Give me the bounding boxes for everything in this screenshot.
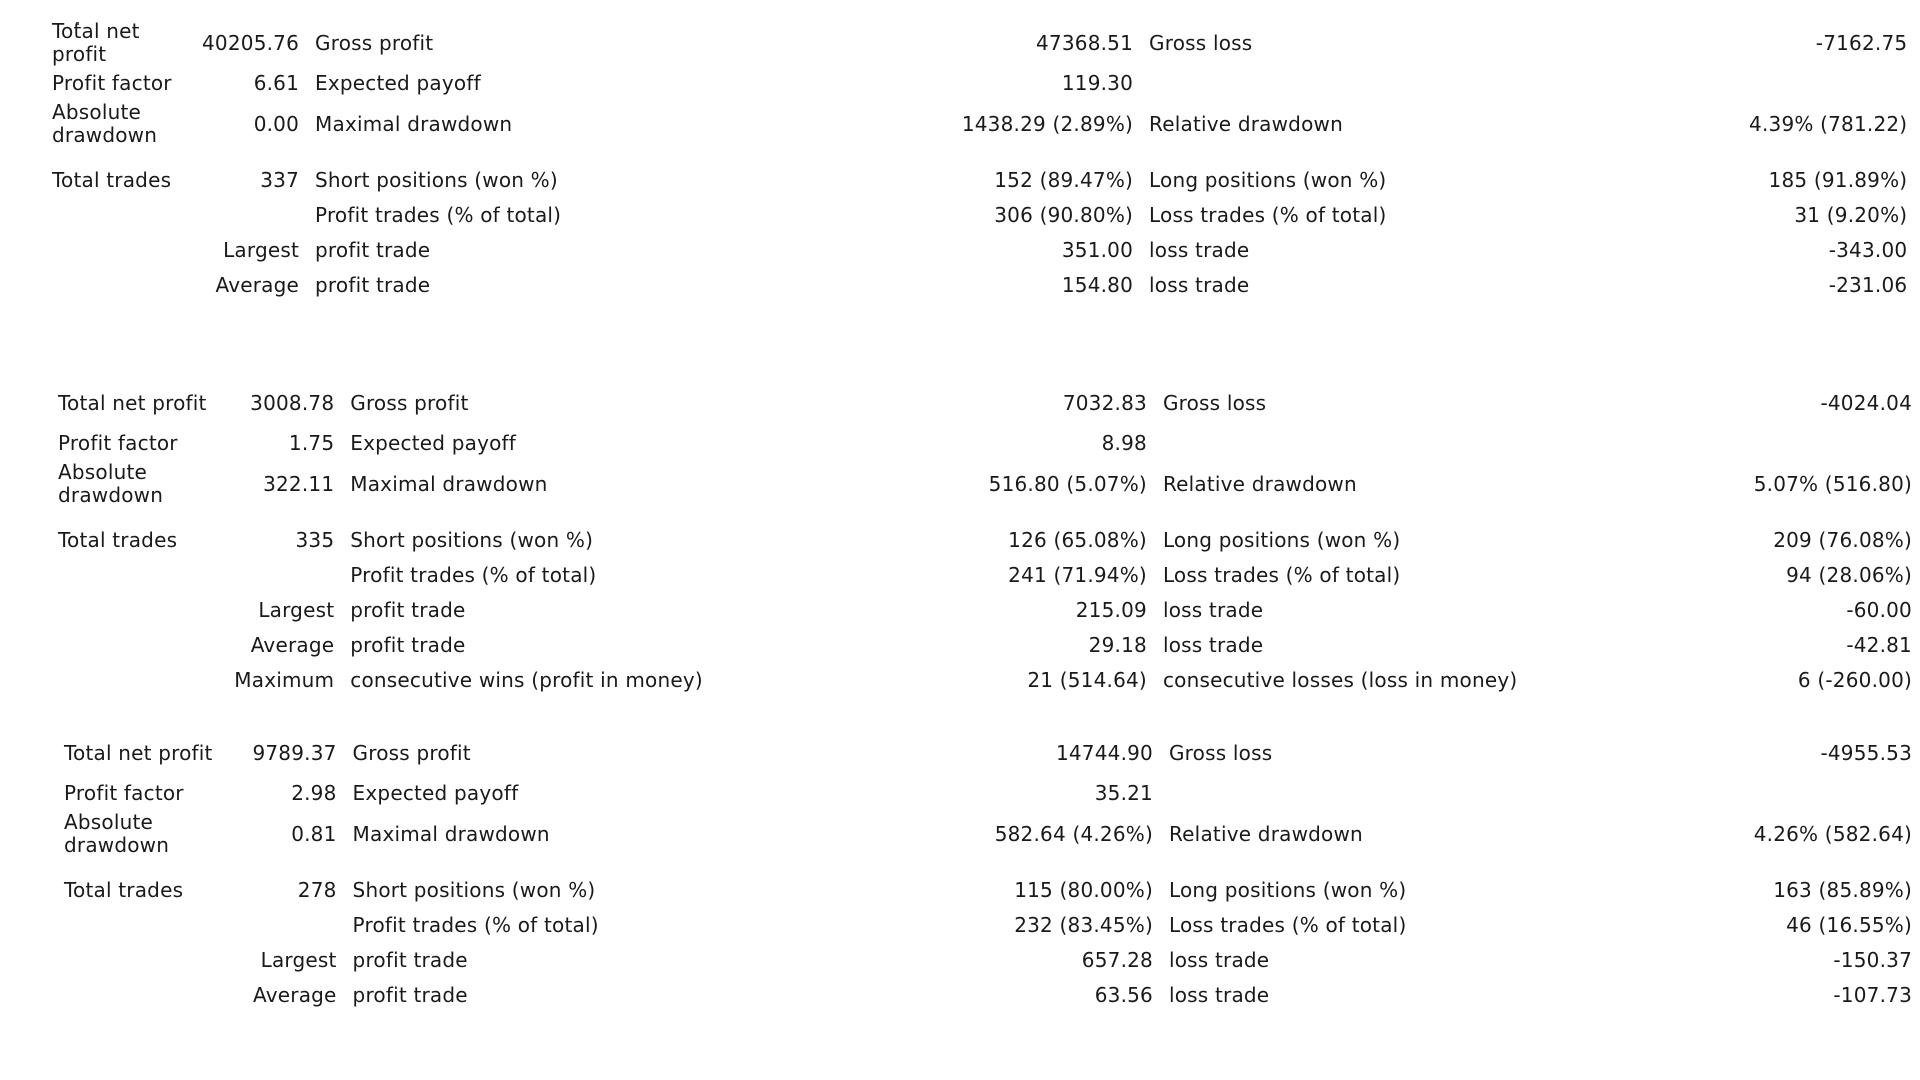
relative-drawdown-label: Relative drawdown <box>1149 111 1343 136</box>
loss-trades-value: 31 (9.20%) <box>1794 203 1908 227</box>
profit-factor-label: Profit factor <box>64 781 184 805</box>
table-row <box>50 426 1920 461</box>
profit-trades-label: Profit trades (% of total) <box>352 913 599 937</box>
max-consecutive-wins-label: consecutive wins (profit in money) <box>350 668 703 692</box>
report-section-1 <box>0 0 1920 348</box>
average-label: Average <box>215 273 300 297</box>
largest-loss-trade-value: -60.00 <box>1846 598 1912 622</box>
largest-profit-trade-value: 657.28 <box>1081 948 1153 972</box>
total-trades-value: 335 <box>295 528 335 552</box>
long-positions-value: 163 (85.89%) <box>1773 878 1912 902</box>
largest-profit-trade-label: profit trade <box>352 948 468 972</box>
maximal-drawdown-value: 1438.29 (2.89%) <box>961 111 1134 136</box>
table-row <box>56 943 1920 978</box>
empty-cell <box>1746 426 1920 461</box>
maximal-drawdown-label: Maximal drawdown <box>315 111 513 136</box>
average-loss-trade-value: -107.73 <box>1833 983 1912 1007</box>
gross-loss-label: Gross loss <box>1168 740 1273 765</box>
absolute-drawdown-value: 0.00 <box>253 111 300 136</box>
table-row <box>50 628 1920 663</box>
expected-payoff-value: 35.21 <box>1094 781 1153 805</box>
row-spacer <box>56 857 1920 873</box>
relative-drawdown-label: Relative drawdown <box>1168 821 1363 846</box>
table-row <box>56 873 1920 908</box>
profit-factor-label: Profit factor <box>52 71 172 95</box>
empty-cell <box>50 628 226 663</box>
expected-payoff-label: Expected payoff <box>350 431 517 455</box>
relative-drawdown-value: 4.39% (781.22) <box>1749 111 1908 136</box>
largest-profit-trade-value: 351.00 <box>1061 238 1134 262</box>
long-positions-value: 185 (91.89%) <box>1768 168 1908 192</box>
largest-profit-trade-label: profit trade <box>350 598 466 622</box>
profit-factor-value: 6.61 <box>253 71 300 95</box>
largest-label: Largest <box>258 598 335 622</box>
relative-drawdown-label: Relative drawdown <box>1162 471 1357 496</box>
profit-trades-label: Profit trades (% of total) <box>350 563 597 587</box>
profit-factor-value: 2.98 <box>291 781 337 805</box>
profit-trades-value: 241 (71.94%) <box>1008 563 1147 587</box>
average-loss-trade-label: loss trade <box>1162 633 1264 657</box>
loss-trades-label: Loss trades (% of total) <box>1168 913 1407 937</box>
maximal-drawdown-value: 516.80 (5.07%) <box>988 471 1147 496</box>
empty-cell <box>1141 66 1741 101</box>
average-loss-trade-value: -231.06 <box>1828 273 1908 297</box>
table-row <box>56 730 1920 776</box>
gross-loss-label: Gross loss <box>1162 390 1267 415</box>
average-loss-trade-label: loss trade <box>1149 273 1250 297</box>
average-label: Average <box>253 983 337 1007</box>
long-positions-label: Long positions (won %) <box>1162 528 1401 552</box>
empty-cell <box>1746 776 1920 811</box>
table-row <box>44 268 1915 303</box>
report-table <box>44 20 1915 303</box>
short-positions-value: 126 (65.08%) <box>1008 528 1147 552</box>
table-row <box>44 233 1915 268</box>
table-row <box>44 20 1915 66</box>
gross-profit-value: 14744.90 <box>1055 740 1153 765</box>
absolute-drawdown-value: 0.81 <box>291 821 337 846</box>
report-section-3 <box>0 730 1920 1080</box>
empty-cell <box>50 663 226 698</box>
largest-label: Largest <box>260 948 337 972</box>
largest-label: Largest <box>223 238 300 262</box>
total-trades-value: 278 <box>297 878 337 902</box>
empty-cell <box>56 978 232 1013</box>
largest-profit-trade-value: 215.09 <box>1075 598 1147 622</box>
average-profit-trade-label: profit trade <box>315 273 431 297</box>
expected-payoff-label: Expected payoff <box>315 71 481 95</box>
largest-loss-trade-value: -343.00 <box>1828 238 1908 262</box>
average-loss-trade-value: -42.81 <box>1846 633 1912 657</box>
maximal-drawdown-label: Maximal drawdown <box>352 821 550 846</box>
largest-loss-trade-value: -150.37 <box>1833 948 1912 972</box>
loss-trades-label: Loss trades (% of total) <box>1162 563 1401 587</box>
loss-trades-label: Loss trades (% of total) <box>1149 203 1387 227</box>
short-positions-value: 152 (89.47%) <box>994 168 1134 192</box>
loss-trades-value: 94 (28.06%) <box>1786 563 1912 587</box>
maximal-drawdown-value: 582.64 (4.26%) <box>994 821 1153 846</box>
short-positions-label: Short positions (won %) <box>350 528 594 552</box>
empty-cell <box>1741 66 1915 101</box>
empty-cell <box>44 233 194 268</box>
max-consecutive-losses-label: consecutive losses (loss in money) <box>1162 668 1518 692</box>
empty-cell <box>56 943 232 978</box>
empty-cell <box>44 268 194 303</box>
table-row <box>44 163 1915 198</box>
table-row <box>50 380 1920 426</box>
long-positions-value: 209 (76.08%) <box>1773 528 1912 552</box>
long-positions-label: Long positions (won %) <box>1149 168 1387 192</box>
absolute-drawdown-value: 322.11 <box>263 471 335 496</box>
largest-loss-trade-label: loss trade <box>1149 238 1250 262</box>
absolute-drawdown-label: Absolute drawdown <box>58 460 164 507</box>
total-trades-label: Total trades <box>64 878 184 902</box>
absolute-drawdown-label: Absolute drawdown <box>64 810 170 857</box>
table-row <box>50 523 1920 558</box>
row-spacer <box>50 507 1920 523</box>
gross-loss-value: -7162.75 <box>1815 30 1908 55</box>
average-profit-trade-value: 154.80 <box>1061 273 1134 297</box>
largest-loss-trade-label: loss trade <box>1168 948 1270 972</box>
total-net-profit-value: 3008.78 <box>250 390 335 415</box>
empty-cell <box>50 593 226 628</box>
total-net-profit-value: 9789.37 <box>252 740 337 765</box>
total-net-profit-label: Total net profit <box>52 19 140 66</box>
profit-factor-label: Profit factor <box>58 431 178 455</box>
table-row <box>56 908 1920 943</box>
average-loss-trade-label: loss trade <box>1168 983 1270 1007</box>
profit-trades-label: Profit trades (% of total) <box>315 203 562 227</box>
empty-cell <box>50 558 226 593</box>
expected-payoff-value: 119.30 <box>1061 71 1134 95</box>
total-net-profit-value: 40205.76 <box>202 30 300 55</box>
table-row <box>44 101 1915 147</box>
empty-cell <box>194 198 307 233</box>
gross-profit-value: 7032.83 <box>1062 390 1147 415</box>
row-spacer <box>44 147 1915 163</box>
profit-factor-value: 1.75 <box>288 431 335 455</box>
short-positions-label: Short positions (won %) <box>352 878 596 902</box>
average-profit-trade-value: 29.18 <box>1088 633 1147 657</box>
gross-profit-label: Gross profit <box>352 740 471 765</box>
average-label: Average <box>250 633 335 657</box>
table-row <box>56 811 1920 857</box>
average-profit-trade-label: profit trade <box>352 983 468 1007</box>
gross-loss-label: Gross loss <box>1149 30 1253 55</box>
short-positions-value: 115 (80.00%) <box>1014 878 1153 902</box>
report-table <box>50 380 1920 698</box>
table-row <box>50 663 1920 698</box>
profit-trades-value: 306 (90.80%) <box>994 203 1134 227</box>
largest-profit-trade-label: profit trade <box>315 238 431 262</box>
gross-profit-label: Gross profit <box>315 30 434 55</box>
total-net-profit-label: Total net profit <box>58 390 207 415</box>
total-net-profit-label: Total net profit <box>64 740 213 765</box>
total-trades-value: 337 <box>260 168 300 192</box>
total-trades-label: Total trades <box>52 168 172 192</box>
loss-trades-value: 46 (16.55%) <box>1786 913 1912 937</box>
table-row <box>50 593 1920 628</box>
total-trades-label: Total trades <box>58 528 178 552</box>
average-profit-trade-label: profit trade <box>350 633 466 657</box>
maximal-drawdown-label: Maximal drawdown <box>350 471 548 496</box>
report-table <box>56 730 1920 1013</box>
max-consecutive-wins-value: 21 (514.64) <box>1027 668 1147 692</box>
table-row <box>50 461 1920 507</box>
empty-cell <box>226 558 342 593</box>
short-positions-label: Short positions (won %) <box>315 168 558 192</box>
relative-drawdown-value: 5.07% (516.80) <box>1753 471 1912 496</box>
table-row <box>50 558 1920 593</box>
gross-loss-value: -4955.53 <box>1820 740 1912 765</box>
empty-cell <box>232 908 344 943</box>
maximum-label: Maximum <box>234 668 335 692</box>
empty-cell <box>1161 776 1746 811</box>
max-consecutive-losses-value: 6 (-260.00) <box>1797 668 1912 692</box>
expected-payoff-label: Expected payoff <box>352 781 519 805</box>
relative-drawdown-value: 4.26% (582.64) <box>1753 821 1912 846</box>
empty-cell <box>44 198 194 233</box>
table-row <box>56 978 1920 1013</box>
table-row <box>56 776 1920 811</box>
table-row <box>44 66 1915 101</box>
report-section-2 <box>0 380 1920 708</box>
average-profit-trade-value: 63.56 <box>1094 983 1153 1007</box>
gross-loss-value: -4024.04 <box>1820 390 1912 415</box>
gross-profit-value: 47368.51 <box>1036 30 1134 55</box>
table-row <box>44 198 1915 233</box>
largest-loss-trade-label: loss trade <box>1162 598 1264 622</box>
long-positions-label: Long positions (won %) <box>1168 878 1407 902</box>
expected-payoff-value: 8.98 <box>1101 431 1147 455</box>
gross-profit-label: Gross profit <box>350 390 469 415</box>
empty-cell <box>1155 426 1746 461</box>
absolute-drawdown-label: Absolute drawdown <box>52 100 158 147</box>
empty-cell <box>56 908 232 943</box>
profit-trades-value: 232 (83.45%) <box>1014 913 1153 937</box>
